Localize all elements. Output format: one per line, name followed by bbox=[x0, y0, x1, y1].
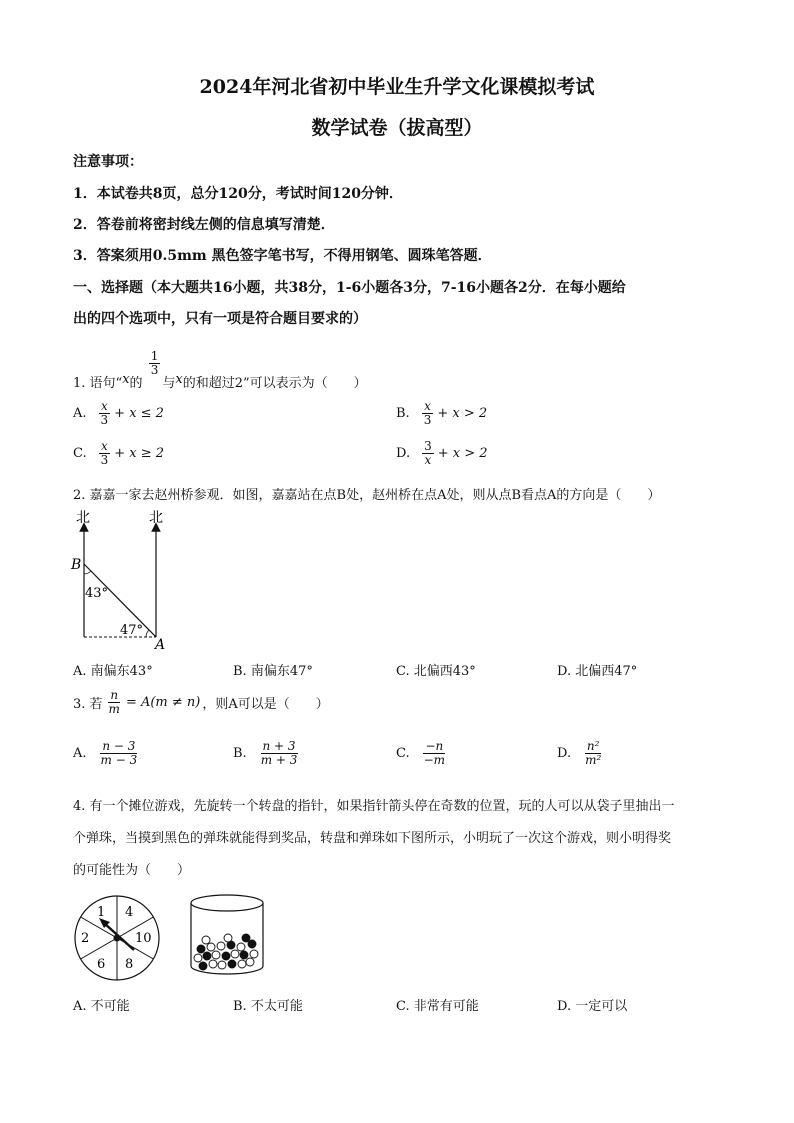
notice-heading: 注意事项： bbox=[73, 154, 143, 170]
question-4-option-b[interactable]: B. 不太可能 bbox=[233, 999, 303, 1014]
question-2-option-a[interactable]: A. 南偏东43° bbox=[73, 664, 153, 679]
spinner-pivot bbox=[114, 935, 121, 942]
white-marble bbox=[224, 934, 232, 942]
question-4-option-a[interactable]: A. 不可能 bbox=[73, 999, 130, 1014]
question-4-option-d[interactable]: D. 一定可以 bbox=[557, 999, 628, 1014]
black-marble bbox=[197, 945, 205, 953]
question-2-option-c[interactable]: C. 北偏西43° bbox=[396, 664, 476, 679]
question-4-stem-line2: 个弹珠，当摸到黑色的弹珠就能得到奖品，转盘和弹珠如下图所示，小明玩了一次这个游戏，则小明得奖 bbox=[73, 831, 672, 846]
point-a-label: A bbox=[155, 637, 166, 653]
white-marble bbox=[237, 943, 245, 951]
question-2-option-d[interactable]: D. 北偏西47° bbox=[557, 664, 638, 679]
question-4-stem-line3: 的可能性为（ ） bbox=[73, 863, 191, 878]
question-3-option-c[interactable]: C. $\frac{-n}{-m}$ bbox=[396, 739, 446, 767]
north-label-2: 北 bbox=[149, 510, 163, 526]
black-marble bbox=[248, 940, 256, 948]
angle-43-label: 43° bbox=[85, 586, 109, 601]
direction-figure bbox=[66, 505, 176, 653]
north-label-1: 北 bbox=[76, 510, 90, 526]
white-marble bbox=[212, 951, 220, 959]
marbles-group bbox=[194, 934, 258, 970]
exam-subtitle: 数学试卷（拔高型） bbox=[311, 117, 483, 139]
spinner-number-4: 4 bbox=[125, 905, 134, 920]
question-1-option-d[interactable]: D. $\frac{3}{x}$ + x > 2 bbox=[396, 439, 488, 467]
spinner-number-1: 1 bbox=[97, 905, 106, 920]
question-3-option-a[interactable]: A. $\frac{n - 3}{m - 3}$ bbox=[73, 739, 138, 767]
question-1-option-b[interactable]: B. $\frac{x}{3}$ + x > 2 bbox=[396, 399, 488, 427]
notice-item-2: 2．答卷前将密封线左侧的信息填写清楚． bbox=[73, 217, 335, 233]
spinner-number-8: 8 bbox=[125, 957, 134, 972]
fraction-one-third: $\frac{1}{3}$ bbox=[150, 349, 159, 377]
white-marble bbox=[217, 942, 225, 950]
black-marble bbox=[222, 952, 230, 960]
question-1-option-c[interactable]: C. $\frac{x}{3}$ + x ≥ 2 bbox=[73, 439, 165, 467]
black-marble bbox=[228, 960, 236, 968]
angle-47-label: 47° bbox=[120, 623, 144, 638]
spinner-figure bbox=[72, 893, 162, 983]
question-1-stem: 1. 语句“x的 $\frac{1}{3}$ 与x的和超过2”可以表示为（ ） bbox=[73, 349, 367, 391]
notice-item-1: 1．本试卷共8页，总分120分，考试时间120分钟． bbox=[73, 186, 403, 202]
section-heading-line1: 一、选择题（本大题共16小题，共38分，1-6小题各3分，7-16小题各2分．在每小题给 bbox=[73, 280, 626, 296]
question-2-stem: 2. 嘉嘉一家去赵州桥参观．如图，嘉嘉站在点B处，赵州桥在点A处，则从点B看点A的方向是（ ） bbox=[73, 488, 661, 503]
jar-rim bbox=[191, 895, 263, 911]
spinner-number-2: 2 bbox=[81, 931, 90, 946]
white-marble bbox=[194, 954, 202, 962]
white-marble bbox=[246, 958, 254, 966]
white-marble bbox=[202, 936, 210, 944]
marble-jar-figure bbox=[186, 892, 268, 978]
question-4-stem-line1: 4. 有一个摊位游戏，先旋转一个转盘的指针，如果指针箭头停在奇数的位置，玩的人可以从袋子里抽出一 bbox=[73, 799, 675, 814]
white-marble bbox=[238, 960, 246, 968]
section-heading-line2: 出的四个选项中，只有一项是符合题目要求的） bbox=[73, 311, 367, 327]
question-3-option-d[interactable]: D. $\frac{\text{n²}}{\text{m²}}$ bbox=[557, 739, 602, 767]
notice-item-3: 3．答案须用0.5mm 黑色签字笔书写，不得用钢笔、圆珠笔答题． bbox=[73, 248, 492, 264]
question-1-option-a[interactable]: A. $\frac{x}{3}$ + x ≤ 2 bbox=[73, 399, 164, 427]
question-3-option-b[interactable]: B. $\frac{n + 3}{m + 3}$ bbox=[233, 739, 298, 767]
white-marble bbox=[250, 950, 258, 958]
black-marble bbox=[199, 962, 207, 970]
question-4-option-c[interactable]: C. 非常有可能 bbox=[396, 999, 479, 1014]
spinner-number-10: 10 bbox=[135, 931, 152, 946]
point-b-label: B bbox=[71, 557, 82, 573]
exam-title: 2024年河北省初中毕业生升学文化课模拟考试 bbox=[199, 76, 595, 98]
white-marble bbox=[231, 950, 239, 958]
white-marble bbox=[218, 961, 226, 969]
white-marble bbox=[209, 960, 217, 968]
question-3-stem: 3. 若 $\frac{n}{m}$ = A(m ≠ n) ，则A可以是（ ） bbox=[73, 688, 329, 716]
black-marble bbox=[240, 951, 248, 959]
black-marble bbox=[242, 934, 250, 942]
angle-arc-a bbox=[146, 630, 149, 637]
white-marble bbox=[207, 943, 215, 951]
angle-arc-b bbox=[84, 571, 91, 574]
black-marble bbox=[203, 952, 211, 960]
question-2-option-b[interactable]: B. 南偏东47° bbox=[233, 664, 313, 679]
fraction-n-over-m: $\frac{n}{m}$ bbox=[108, 688, 120, 716]
spinner-number-6: 6 bbox=[97, 957, 106, 972]
